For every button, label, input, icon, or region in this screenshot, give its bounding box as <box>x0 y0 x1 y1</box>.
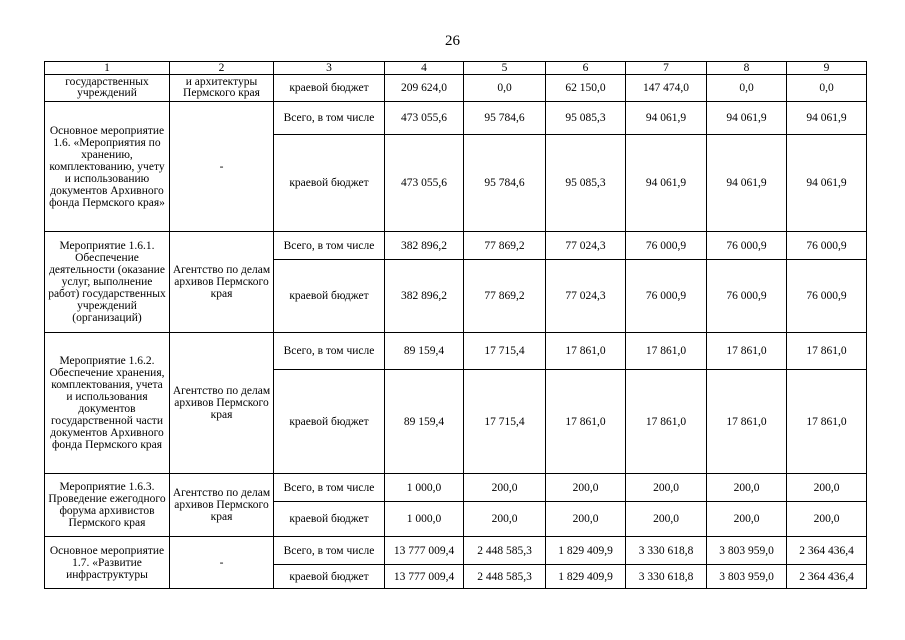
amount-cell: 1 000,0 <box>385 502 464 537</box>
amount-cell: 3 803 959,0 <box>707 537 787 565</box>
funding-source: Всего, в том числе <box>274 537 385 565</box>
amount-cell: 2 448 585,3 <box>464 565 546 589</box>
table-row <box>45 474 867 502</box>
column-number: 4 <box>385 62 464 75</box>
column-number: 9 <box>787 62 867 75</box>
amount-cell: 76 000,9 <box>707 232 787 260</box>
amount-cell: 95 784,6 <box>464 135 546 232</box>
table-row <box>45 537 867 565</box>
funding-source: Всего, в том числе <box>274 474 385 502</box>
amount-cell: 94 061,9 <box>787 102 867 135</box>
amount-cell: 2 364 436,4 <box>787 565 867 589</box>
amount-cell: 1 829 409,9 <box>546 565 626 589</box>
activity-name: Мероприятие 1.6.1. Обеспечение деятельности (оказание услуг, выполнение работ) государственных учреждений (организаций) <box>45 232 170 333</box>
amount-cell: 200,0 <box>707 502 787 537</box>
executor: и архитектуры Пермского края <box>170 75 274 102</box>
activity-name: государственных учреждений <box>45 75 170 102</box>
amount-cell: 17 861,0 <box>546 370 626 474</box>
amount-cell: 76 000,9 <box>707 260 787 333</box>
amount-cell: 76 000,9 <box>626 260 707 333</box>
amount-cell: 62 150,0 <box>546 75 626 102</box>
amount-cell: 95 085,3 <box>546 102 626 135</box>
funding-source: краевой бюджет <box>274 370 385 474</box>
amount-cell: 17 861,0 <box>626 370 707 474</box>
table-row <box>45 102 867 135</box>
amount-cell: 200,0 <box>626 474 707 502</box>
amount-cell: 13 777 009,4 <box>385 565 464 589</box>
amount-cell: 200,0 <box>787 502 867 537</box>
amount-cell: 95 784,6 <box>464 102 546 135</box>
amount-cell: 77 869,2 <box>464 260 546 333</box>
amount-cell: 94 061,9 <box>707 102 787 135</box>
table-row <box>45 232 867 260</box>
amount-cell: 76 000,9 <box>787 260 867 333</box>
activity-name: Основное мероприятие 1.7. «Развитие инфраструктуры <box>45 537 170 589</box>
amount-cell: 77 869,2 <box>464 232 546 260</box>
amount-cell: 3 803 959,0 <box>707 565 787 589</box>
funding-source: Всего, в том числе <box>274 102 385 135</box>
amount-cell: 147 474,0 <box>626 75 707 102</box>
table-row <box>45 75 867 102</box>
amount-cell: 17 861,0 <box>546 333 626 370</box>
amount-cell: 76 000,9 <box>787 232 867 260</box>
funding-source: краевой бюджет <box>274 565 385 589</box>
amount-cell: 94 061,9 <box>787 135 867 232</box>
amount-cell: 200,0 <box>787 474 867 502</box>
amount-cell: 17 861,0 <box>626 333 707 370</box>
amount-cell: 209 624,0 <box>385 75 464 102</box>
budget-table <box>44 61 867 589</box>
executor: Агентство по делам архивов Пермского края <box>170 474 274 537</box>
activity-name: Мероприятие 1.6.2. Обеспечение хранения, комплектования, учета и использования документов государственной части документов Архивного фонда Пермского края <box>45 333 170 474</box>
amount-cell: 17 715,4 <box>464 333 546 370</box>
amount-cell: 94 061,9 <box>626 102 707 135</box>
amount-cell: 77 024,3 <box>546 260 626 333</box>
executor: Агентство по делам архивов Пермского края <box>170 333 274 474</box>
funding-source: Всего, в том числе <box>274 232 385 260</box>
amount-cell: 200,0 <box>464 502 546 537</box>
amount-cell: 3 330 618,8 <box>626 565 707 589</box>
amount-cell: 95 085,3 <box>546 135 626 232</box>
amount-cell: 1 000,0 <box>385 474 464 502</box>
amount-cell: 0,0 <box>464 75 546 102</box>
funding-source: краевой бюджет <box>274 135 385 232</box>
amount-cell: 3 330 618,8 <box>626 537 707 565</box>
column-number: 7 <box>626 62 707 75</box>
amount-cell: 473 055,6 <box>385 102 464 135</box>
amount-cell: 0,0 <box>787 75 867 102</box>
amount-cell: 200,0 <box>464 474 546 502</box>
column-number: 6 <box>546 62 626 75</box>
amount-cell: 89 159,4 <box>385 370 464 474</box>
funding-source: краевой бюджет <box>274 502 385 537</box>
amount-cell: 2 364 436,4 <box>787 537 867 565</box>
amount-cell: 473 055,6 <box>385 135 464 232</box>
amount-cell: 17 861,0 <box>787 370 867 474</box>
amount-cell: 200,0 <box>707 474 787 502</box>
page-number: 26 <box>445 33 460 49</box>
amount-cell: 382 896,2 <box>385 260 464 333</box>
activity-name: Мероприятие 1.6.3. Проведение ежегодного форума архивистов Пермского края <box>45 474 170 537</box>
amount-cell: 76 000,9 <box>626 232 707 260</box>
executor: - <box>170 537 274 589</box>
activity-name: Основное мероприятие 1.6. «Мероприятия по хранению, комплектованию, учету и использованию документов Архивного фонда Пермского края» <box>45 102 170 232</box>
amount-cell: 200,0 <box>546 474 626 502</box>
column-number-row <box>45 62 867 75</box>
funding-source: краевой бюджет <box>274 75 385 102</box>
amount-cell: 17 861,0 <box>707 333 787 370</box>
column-number: 1 <box>45 62 170 75</box>
amount-cell: 13 777 009,4 <box>385 537 464 565</box>
column-number: 3 <box>274 62 385 75</box>
executor: - <box>170 102 274 232</box>
column-number: 5 <box>464 62 546 75</box>
executor: Агентство по делам архивов Пермского края <box>170 232 274 333</box>
amount-cell: 17 861,0 <box>707 370 787 474</box>
amount-cell: 1 829 409,9 <box>546 537 626 565</box>
amount-cell: 200,0 <box>546 502 626 537</box>
column-number: 2 <box>170 62 274 75</box>
amount-cell: 94 061,9 <box>707 135 787 232</box>
amount-cell: 200,0 <box>626 502 707 537</box>
amount-cell: 94 061,9 <box>626 135 707 232</box>
amount-cell: 0,0 <box>707 75 787 102</box>
funding-source: Всего, в том числе <box>274 333 385 370</box>
column-number: 8 <box>707 62 787 75</box>
amount-cell: 2 448 585,3 <box>464 537 546 565</box>
amount-cell: 17 861,0 <box>787 333 867 370</box>
amount-cell: 382 896,2 <box>385 232 464 260</box>
amount-cell: 17 715,4 <box>464 370 546 474</box>
amount-cell: 89 159,4 <box>385 333 464 370</box>
amount-cell: 77 024,3 <box>546 232 626 260</box>
table-row <box>45 333 867 370</box>
funding-source: краевой бюджет <box>274 260 385 333</box>
